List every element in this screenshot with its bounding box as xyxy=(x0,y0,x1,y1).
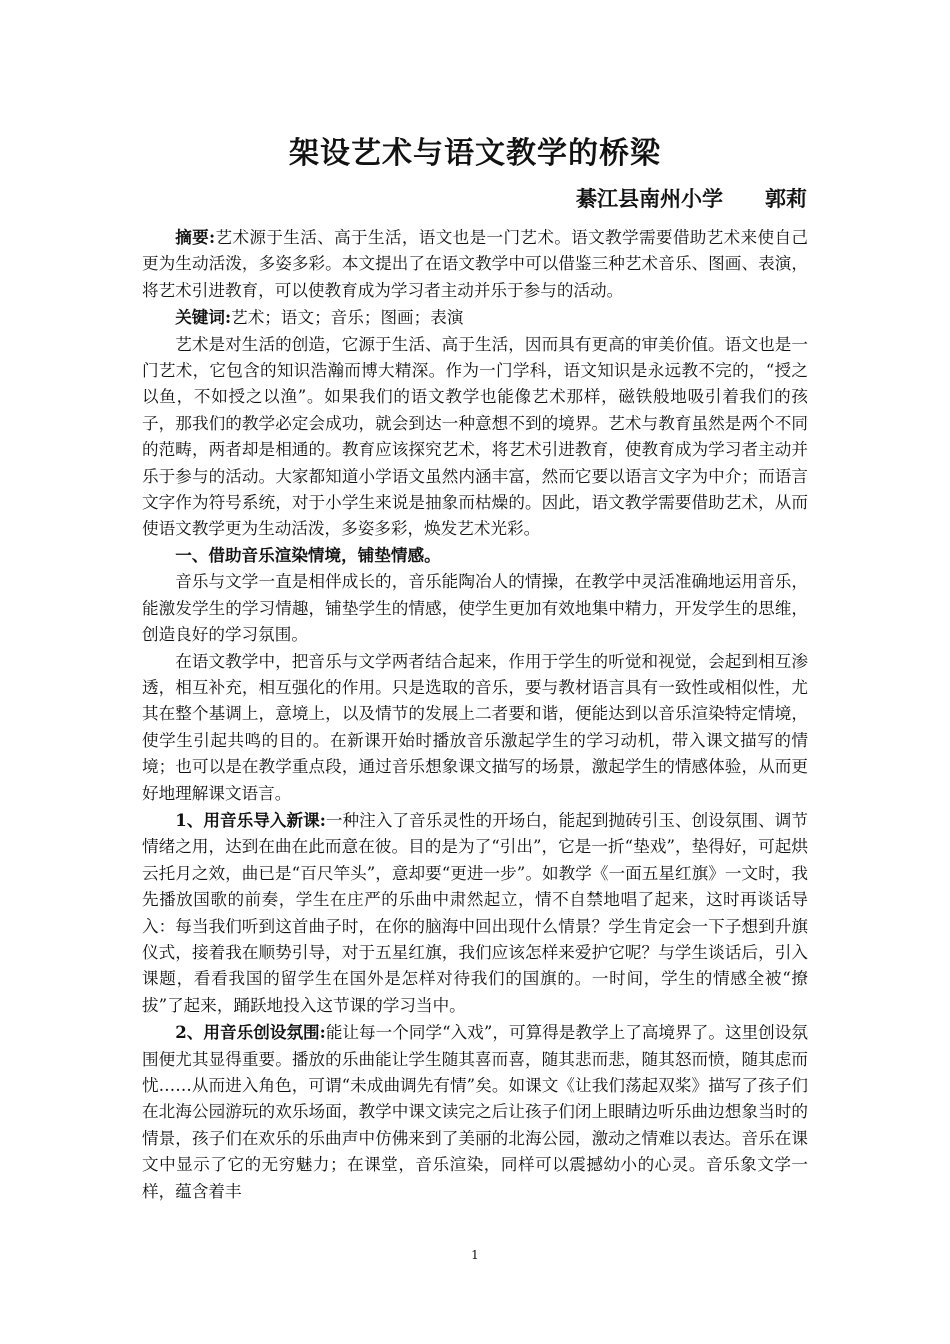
section-paragraph-1: 音乐与文学一直是相伴成长的，音乐能陶冶人的情操，在教学中灵活准确地运用音乐，能激发学生的学习情趣，铺垫学生的情感，使学生更加有效地集中精力，开发学生的思维，创造良好的学习氛围。 xyxy=(142,572,808,645)
item-label-1: 1、用音乐导入新课: xyxy=(175,809,326,830)
section-heading-music: 一、借助音乐渲染情境，铺垫情感。 xyxy=(175,545,441,565)
document-body xyxy=(142,224,808,1205)
section-paragraph-2: 在语文教学中，把音乐与文学两者结合起来，作用于学生的听觉和视觉，会起到相互渗透，相互补充，相互强化的作用。只是选取的音乐，要与教材语言具有一致性或相似性，尤其在整个基调上，意境上，以及情节的发展上二者要和谐，便能达到以音乐渲染特定情境，使学生引起共鸣的目的。在新课开始时播放音乐激起学生的学习动机，带入课文描写的情境；也可以是在教学重点段，通过音乐想象课文描写的场景，激起学生的情感体验，从而更好地理解课文语言。 xyxy=(142,651,808,803)
abstract-label: 摘要: xyxy=(175,227,216,247)
item-text-2: 能让每一个同学“入戏”，可算得是教学上了高境界了。这里创设氛围便尤其显得重要。播放的乐曲能让学生随其喜而喜，随其悲而悲，随其怒而愤，随其虑而忧……从而进入角色，可谓“未成曲调先有情”矣。如课文《让我们荡起双桨》描写了孩子们在北海公园游玩的欢乐场面，教学中课文读完之后让孩子们闭上眼睛边听乐曲边想象当时的情景，孩子们在欢乐的乐曲声中仿佛来到了美丽的北海公园，激动之情难以表达。音乐在课文中显示了它的无穷魅力；在课堂，音乐渲染，同样可以震撼幼小的心灵。音乐象文学一样，蕴含着丰 xyxy=(142,1023,808,1201)
item-label-2: 2、用音乐创设氛围: xyxy=(175,1022,326,1043)
page-number: 1 xyxy=(471,1248,479,1262)
keywords-paragraph xyxy=(142,304,808,331)
item-paragraph-1 xyxy=(142,807,808,1019)
keywords-text: 艺术；语文；音乐；图画；表演 xyxy=(231,308,464,328)
item-paragraph-2 xyxy=(142,1019,808,1205)
keywords-label: 关键词: xyxy=(175,307,232,328)
abstract-text: 艺术源于生活、高于生活，语文也是一门艺术。语文教学需要借助艺术来使自己更为生动活泼，多姿多彩。本文提出了在语文教学中可以借鉴三种艺术音乐、图画、表演，将艺术引进教育，可以使教育成为学习者主动并乐于参与的活动。 xyxy=(142,228,808,300)
intro-paragraph: 艺术是对生活的创造，它源于生活、高于生活，因而具有更高的审美价值。语文也是一门艺术，它包含的知识浩瀚而博大精深。作为一门学科，语文知识是永远教不完的，“授之以鱼，不如授之以渔”。如果我们的语文教学也能像艺术那样，磁铁般地吸引着我们的孩子，那我们的教学必定会成功，就会到达一种意想不到的境界。艺术与教育虽然是两个不同的范畴，两者却是相通的。教育应该探究艺术，将艺术引进教育，使教育成为学习者主动并乐于参与的活动。大家都知道小学语文虽然内涵丰富，然而它要以语言文字为中介；而语言文字作为符号系统，对于小学生来说是抽象而枯燥的。因此，语文教学需要借助艺术，从而使语文教学更为生动活泼，多姿多彩，焕发艺术光彩。 xyxy=(142,334,808,539)
item-text-1: 一种注入了音乐灵性的开场白，能起到抛砖引玉、创设氛围、调节情绪之用，达到在曲在此而意在彼。目的是为了“引出”，它是一折“垫戏”，垫得好，可起烘云托月之效，曲已是“百尺竿头”，意却要“更进一步”。如教学《一面五星红旗》一文时，我先播放国歌的前奏，学生在庄严的乐曲中肃然起立，情不自禁地唱了起来，这时再谈话导入：每当我们听到这首曲子时，在你的脑海中回出现什么情景？学生肯定会一下子想到升旗仪式，接着我在顺势引导，对于五星红旗，我们应该怎样来爱护它呢？与学生谈话后，引入课题，看看我国的留学生在国外是怎样对待我们的国旗的。一时间，学生的情感全被“撩拔”了起来，踊跃地投入这节课的学习当中。 xyxy=(142,810,809,1015)
author-byline: 綦江县南州小学 郭莉 xyxy=(576,187,807,211)
document-title: 架设艺术与语文教学的桥梁 xyxy=(289,136,661,171)
abstract-paragraph xyxy=(142,224,808,304)
